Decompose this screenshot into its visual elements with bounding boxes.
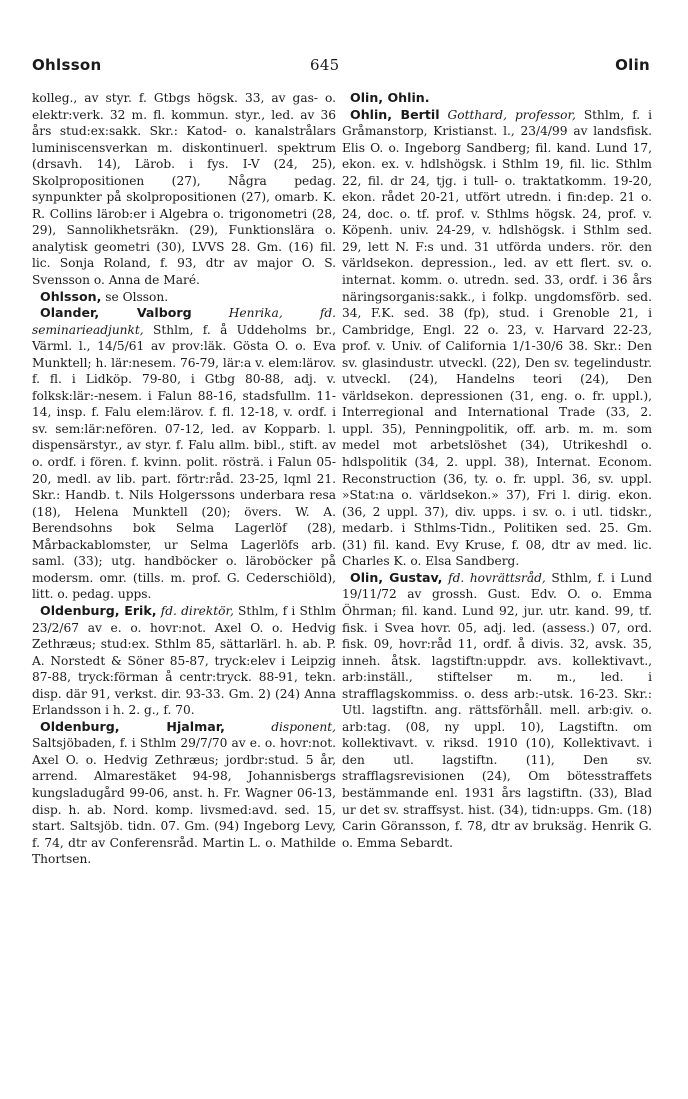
entry-headword: Oldenburg, Hjalmar, — [40, 718, 225, 734]
entry — [32, 719, 336, 868]
entry-headword: Oldenburg, Erik, — [40, 602, 157, 618]
running-head-right: Olin — [615, 56, 650, 74]
entry-text: Saltsjöbaden, f. i Sthlm 29/7/70 av e. o. hovr:not. Axel O. o. Hedvig Zethræus; jordbr:stud. 5 år, arrend. Almarestäket 94-98, Johannisbergs kungsladugård 99-06, anst. h. Fr. Wagner 06-13, disp. h. ab. Nord. komp. livsmed:avd. sed. 15, start. Saltsjöb. tidn. 07. Gm. (94) Ingeborg Levy, f. 74, dtr av Conferensråd. Martin L. o. Mathilde Thortsen. — [32, 736, 336, 867]
entry-headword: Ohlin, Bertil — [350, 106, 440, 122]
running-head-left: Ohlsson — [32, 56, 102, 74]
entry-title: disponent, — [271, 719, 337, 734]
entry-text: Sthlm, f. i Lund 19/11/72 av grossh. Gust. Edv. O. o. Emma Öhrman; fil. kand. Lund 92, jur. utr. kand. 99, tf. fisk. i Svea hovr. 05, adj. led. (assess.) 07, ord. fisk. 09, hovr:råd 11, ordf. å divis. 32, avsk. 35, inneh. åtsk. lagstiftn:uppdr. avs. kollektivavt., arb:inställ., stiftelser m. m., led. i strafflagskommiss. o. dess arb:-utsk. 16-23. Skr.: Utl. lagstiftn. ang. rättsförhåll. mell. arb:giv. o. arb:tag. (08, ny uppl. 10), Lagstiftn. om kollektivavt. v. riksd. 1910 (10), Kollektivavt. i den utl. lagstiftn. (11), Den sv. strafflagsrevisionen (24), Om bötesstraffets bestämmande enl. 1931 års lagstiftn. (33), Blad ur det sv. straffsyst. hist. (34), tidn:upps. Gm. (18) Carin Göransson, f. 78, dtr av bruksäg. Henrik G. o. Emma Sebardt. — [342, 570, 653, 850]
entry-text: Sthlm, f. i Gråmanstorp, Kristianst. l., 23/4/99 av landsfisk. Elis O. o. Ingeborg Sandberg; fil. kand. Lund 17, ekon. ex. v. hdlshögsk. i Sthlm 19, fil. lic. Sthlm 22, fil. dr 24, tjg. i tull- o. traktatkomm. 19-20, ekon. rådet 20-21, utfört utredn. i fin:dep. 21 o. 24, doc. o. tf. prof. v. Sthlms högsk. 24, prof. v. Köpenh. univ. 24-29, v. hdlshögsk. i Sthlm sed. 29, lett N. F:s und. 31 utförda unders. rör. den världsekon. depression., led. av ett flert. sv. o. internat. komm. o. utredn. sed. 33, ordf. i 36 års näringsorganis:sakk., i folkp. ungdomsförb. sed. 34, F.K. sed. 38 (fp), stud. i Grenoble 21, i Cambridge, Engl. 22 o. 23, v. Harvard 22-23, prof. v. Univ. of California 1/1-30/6 38. Skr.: Den sv. glasindustr. utveckl. (22), Den sv. tegelindustr. utveckl. (24), Handelns teori (24), Den världsekon. depressionen (31, eng. o. fr. uppl.), Interregional and International Trade (33, 2. uppl. 35), Penningpolitik, off. arb. m. m. som medel mot arbetslöshet (34), Utrikeshdl o. hdlspolitik (34, 2. uppl. 38), Internat. Econom. Reconstruction (36, ty. o. fr. uppl. 36, sv. uppl. »Stat:na o. världsekon.» 37), Fri l. dirig. ekon. (36, 2 uppl. 37), div. upps. i sv. o. i utl. tidskr., medarb. i Sthlms-Tidn., Politiken sed. 25. Gm. (31) fil. kand. Evy Kruse, f. 08, dtr av med. lic. Charles K. o. Elsa Sandberg. — [342, 107, 652, 569]
section-heading — [342, 90, 652, 107]
right-column — [342, 90, 652, 851]
left-column — [32, 90, 336, 868]
entry-text: se Olsson. — [105, 289, 169, 304]
entry: kolleg., av styr. f. Gtbgs högsk. 33, av gas- o. elektr:verk. 32 m. fl. kommun. styr., led. av 36 års stud:ex:sakk. Skr.: Katod- o. kanalstrålars luminiscensverkan m. diskontinuerl. spektrum (drsavh. 14), Lärob. i fys. I-V (24, 25), Skolpropositionen (27), Några pedag. synpunkter på skolpropositionen (27), omarb. K. R. Collins lärob:er i Algebra o. trigonometri (28, 29), Sannolikhetsräkn. (29), Funktionslära o. analytisk geometri (30), LVVS 28. Gm. (16) fil. lic. Sonja Roland, f. 93, dtr av major O. S. Svensson o. Anna de Maré. — [32, 91, 336, 288]
entry-headword: Olin, Gustav, — [350, 569, 443, 585]
entry-title: fd. hovrättsråd, — [448, 570, 546, 585]
entry-headword: Ohlsson, — [40, 288, 102, 304]
entry — [32, 603, 336, 719]
entry — [32, 305, 336, 603]
entry-title: Henrika, fd. seminarieadjunkt, — [32, 306, 337, 337]
entry-text: Sthlm, f. å Uddeholms br., Värml. l., 14/5/61 av prov:läk. Gösta O. o. Eva Munktell; h. lär:nesem. 76-79, lär:a v. elem:lärov. f. fl. i Lidköp. 79-80, i Gtbg 80-88, adj. v. folksk:lär:-nesem. i Falun 88-16, stadsfullm. 11-14, insp. f. Falu elem:lärov. f. fl. 12-18, v. ordf. i sv. sem:lär:nefören. 07-12, led. av Kopparb. l. dispensärstyr., av styr. f. Falu allm. bibl., stift. av o. ordf. i fören. f. kvinn. polit. rösträ. i Falun 05-20, medl. av lib. part. förtr:råd. 23-25, lqml 21. Skr.: Handb. t. Nils Holgerssons underbara resa (18), Helena Munktell (20); övers. W. A. Berendsohns bok Selma Lagerlöf (28), Mårbackablomster, ur Selma Lagerlöfs arb. saml. (33); utg. handböcker o. läroböcker på modersm. omr. (tills. m. prof. G. Cederschiöld), litt. o. pedag. upps. — [32, 322, 337, 602]
page-number: 645 — [310, 56, 340, 74]
entry-title: Gotthard, professor, — [447, 107, 576, 122]
entry-headword: Olander, Valborg — [40, 305, 192, 321]
entry — [32, 289, 336, 306]
entry-title: fd. direktör, — [160, 603, 234, 618]
entry-headword: Olin, Ohlin. — [350, 90, 430, 105]
entry — [342, 570, 652, 851]
entry-text: Sthlm, f i Sthlm 23/2/67 av e. o. hovr:not. Axel O. o. Hedvig Zethræus; stud:ex. Sthlm 85, sättarlärl. h. ab. P. A. Norstedt & Söner 85-87, tryck:elev i Leipzig 87-88, tryck:förman å centr:tryck. 88-91, tekn. disp. där 91, verkst. dir. 93-33. Gm. 2) (24) Anna Erlandsson i h. 2. g., f. 70. — [32, 603, 337, 718]
entry — [342, 107, 652, 570]
